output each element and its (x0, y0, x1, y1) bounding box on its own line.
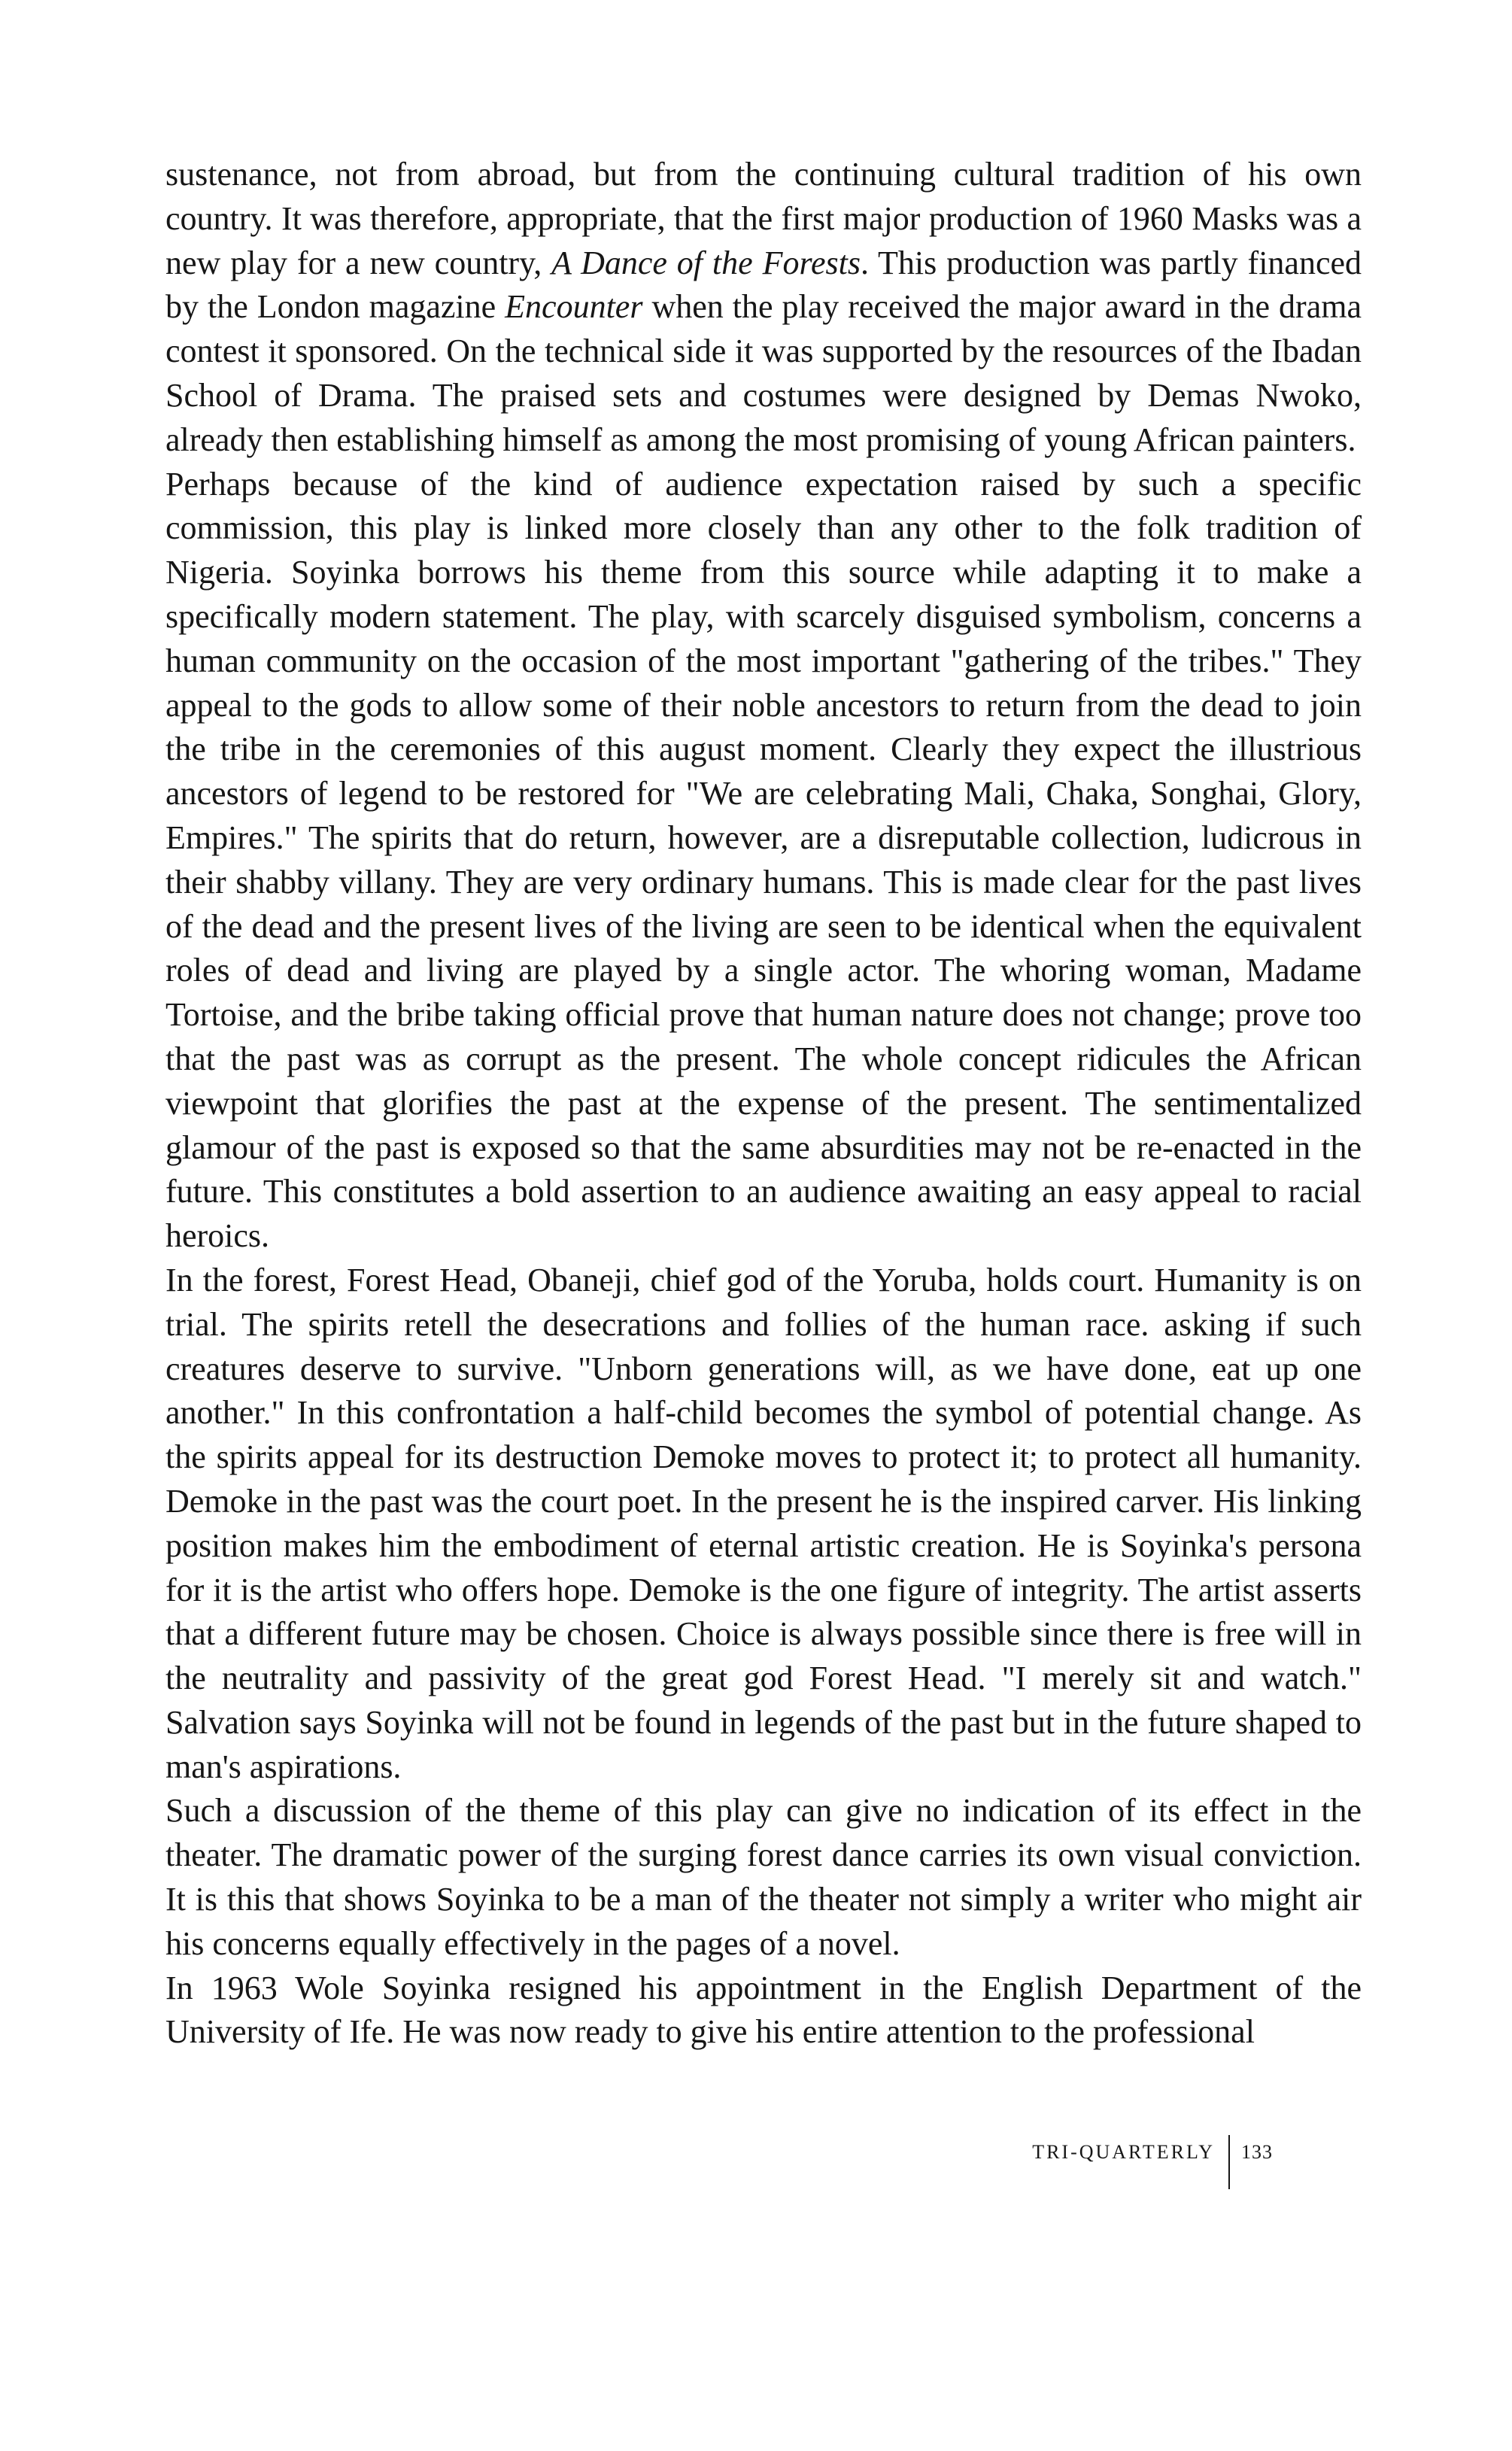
paragraph-1-part-1: sustenance, not from abroad, but from the continuing cultural tradition of his own country. It was therefore, appropriate, that the first major production of 1960 Masks was a new play for a new country, (165, 156, 1362, 281)
paragraph-3: In the forest, Forest Head, Obaneji, chief god of the Yoruba, holds court. Humanity is on trial. The spirits retell the desecrations and follies of the human race. asking if such creatures deserve to survive. "Unborn generations will, as we have done, eat up one another." In this confrontation a half-child becomes the symbol of potential change. As the spirits appeal for its destruction Demoke moves to protect it; to protect all humanity. Demoke in the past was the court poet. In the present he is the inspired carver. His linking position makes him the embodiment of eternal artistic creation. He is Soyinka's persona for it is the artist who offers hope. Demoke is the one figure of integrity. The artist asserts that a different future may be chosen. Choice is always possible since there is free will in the neutrality and passivity of the great god Forest Head. "I merely sit and watch." Salvation says Soyinka will not be found in legends of the past but in the future shaped to man's aspirations. (165, 1261, 1362, 1785)
running-footer-journal: TRI-QUARTERLY (1032, 2141, 1215, 2163)
magazine-title: Encounter (505, 288, 643, 326)
paragraph-5: In 1963 Wole Soyinka resigned his appointment in the English Department of the University of Ife. He was now ready to give his entire attention to the professional (165, 1969, 1362, 2051)
page-number: 133 (1241, 2141, 1273, 2163)
body-text (165, 153, 1362, 2055)
paragraph-1 (165, 153, 1362, 463)
paragraph-4: Such a discussion of the theme of this play can give no indication of its effect in the theater. The dramatic power of the surging forest dance carries its own visual conviction. It is this that shows Soyinka to be a man of the theater not simply a writer who might air his concerns equally effectively in the pages of a novel. (165, 1792, 1362, 1962)
paragraph-1-part-3: when the play received the major award in the drama contest it sponsored. On the technical side it was supported by the resources of the Ibadan School of Drama. The praised sets and costumes were designed by Demas Nwoko, already then establishing himself as among the most promising of young African painters. (165, 288, 1362, 458)
paragraph-2: Perhaps because of the kind of audience expectation raised by such a specific commission, this play is linked more closely than any other to the folk tradition of Nigeria. Soyinka borrows his theme from this source while adapting it to make a specifically modern statement. The play, with scarcely disguised symbolism, concerns a human community on the occasion of the most important "gathering of the tribes." They appeal to the gods to allow some of their noble ancestors to return from the dead to join the tribe in the ceremonies of this august moment. Clearly they expect the illustrious ancestors of legend to be restored for "We are celebrating Mali, Chaka, Songhai, Glory, Empires." The spirits that do return, however, are a disreputable collection, ludicrous in their shabby villany. They are very ordinary humans. This is made clear for the past lives of the dead and the present lives of the living are seen to be identical when the equivalent roles of dead and living are played by a single actor. The whoring woman, Madame Tortoise, and the bribe taking official prove that human nature does not change; prove too that the past was as corrupt as the present. The whole concept ridicules the African viewpoint that glorifies the past at the expense of the present. The sentimentalized glamour of the past is exposed so that the same absurdities may not be re-enacted in the future. This constitutes a bold assertion to an audience awaiting an easy appeal to racial heroics. (165, 465, 1362, 1255)
page-footer (0, 2135, 1512, 2195)
footer-divider (1228, 2135, 1230, 2189)
paragraph-1-part-2: . This production was partly financed by the London magazine (165, 244, 1362, 326)
play-title: A Dance of the Forests (551, 244, 861, 281)
